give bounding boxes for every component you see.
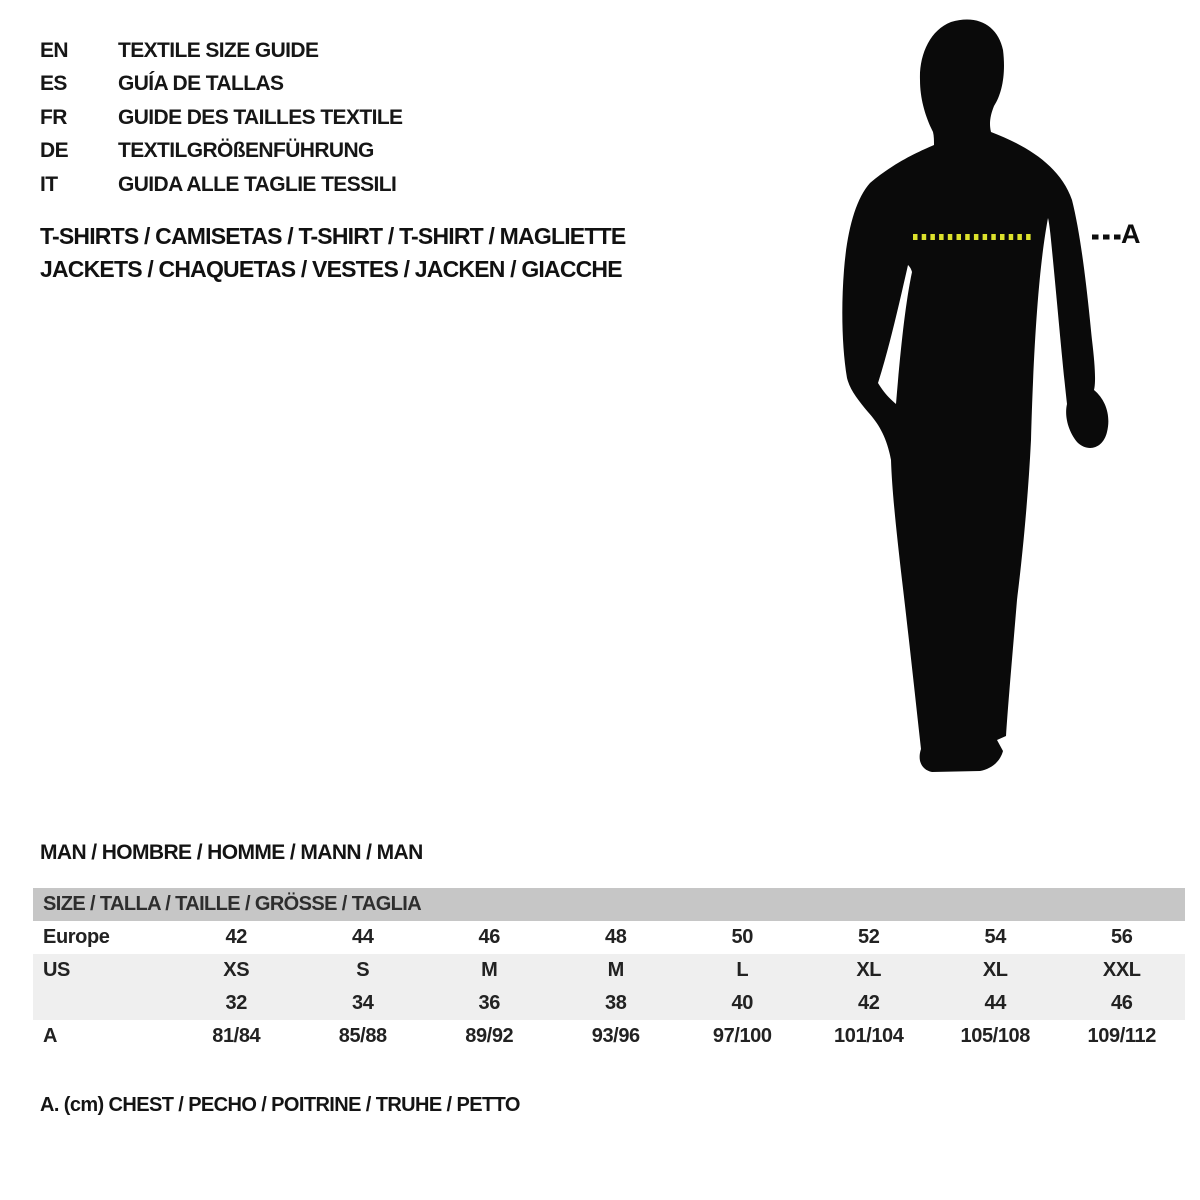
size-table-header-label: SIZE / TALLA / TAILLE / GRÖSSE / TAGLIA	[43, 893, 422, 915]
table-cell: 42	[858, 992, 880, 1014]
table-row-alt-sizes	[33, 987, 1185, 1020]
language-guide-title: TEXTILGRÖßENFÜHRUNG	[118, 139, 374, 163]
table-cell: XXL	[1102, 959, 1141, 981]
table-cell: XL	[982, 959, 1008, 981]
category-line-jackets: JACKETS / CHAQUETAS / VESTES / JACKEN / GIACCHE	[40, 256, 622, 282]
language-guide-title: GUIDE DES TAILLES TEXTILE	[118, 105, 403, 129]
language-guide-title: TEXTILE SIZE GUIDE	[118, 38, 319, 62]
table-cell: 44	[984, 992, 1006, 1014]
table-cell: 89/92	[465, 1025, 514, 1047]
man-silhouette-figure	[820, 0, 1200, 800]
language-code: IT	[40, 172, 58, 196]
table-cell: 97/100	[712, 1025, 772, 1047]
language-code: EN	[40, 38, 68, 62]
table-cell: S	[356, 959, 370, 981]
language-row-de	[40, 135, 402, 169]
table-cell: 105/108	[960, 1025, 1030, 1047]
row-label: US	[43, 959, 70, 981]
language-guide-title: GUIDA ALLE TAGLIE TESSILI	[118, 172, 397, 196]
table-cell: M	[481, 959, 498, 981]
table-cell: 32	[225, 992, 247, 1014]
table-cell: 46	[478, 926, 500, 948]
table-cell: 44	[352, 926, 374, 948]
table-cell: L	[736, 959, 749, 981]
category-line-tshirts: T-SHIRTS / CAMISETAS / T-SHIRT / T-SHIRT / MAGLIETTE	[40, 223, 626, 249]
table-cell: 52	[858, 926, 880, 948]
chest-measure-footnote: A. (cm) CHEST / PECHO / POITRINE / TRUHE / PETTO	[40, 1094, 520, 1116]
table-cell: 93/96	[591, 1025, 640, 1047]
table-cell: 46	[1111, 992, 1133, 1014]
table-cell: 40	[731, 992, 753, 1014]
language-row-en	[40, 34, 402, 68]
table-cell: 38	[605, 992, 627, 1014]
language-code: FR	[40, 105, 67, 129]
language-row-it	[40, 168, 402, 202]
table-cell: XL	[856, 959, 882, 981]
language-guide-title: GUÍA DE TALLAS	[118, 72, 284, 96]
table-cell: XS	[223, 959, 250, 981]
size-table-header-bar	[33, 888, 1185, 921]
language-guide-list	[40, 34, 402, 202]
table-cell: 50	[731, 926, 753, 948]
language-row-es	[40, 68, 402, 102]
section-title-man: MAN / HOMBRE / HOMME / MANN / MAN	[40, 841, 423, 864]
measurement-label-a: A	[1121, 219, 1141, 249]
table-cell: M	[607, 959, 624, 981]
table-cell: 81/84	[212, 1025, 261, 1047]
table-cell: 48	[605, 926, 627, 948]
table-cell: 36	[478, 992, 500, 1014]
language-row-fr	[40, 101, 402, 135]
table-cell: 34	[352, 992, 374, 1014]
table-cell: 101/104	[834, 1025, 904, 1047]
size-table	[33, 888, 1185, 1053]
table-row-europe	[33, 921, 1185, 954]
table-cell: 109/112	[1087, 1025, 1156, 1047]
table-row-us	[33, 954, 1185, 987]
table-cell: 54	[984, 926, 1006, 948]
row-label: A	[43, 1025, 58, 1047]
language-code: DE	[40, 139, 68, 163]
table-cell: 85/88	[338, 1025, 387, 1047]
man-silhouette-shape	[842, 20, 1108, 772]
man-silhouette-svg	[820, 0, 1200, 800]
language-code: ES	[40, 72, 67, 96]
row-label: Europe	[43, 926, 110, 948]
table-cell: 42	[225, 926, 247, 948]
garment-categories	[40, 220, 625, 286]
table-row-chest-cm	[33, 1020, 1185, 1053]
table-cell: 56	[1111, 926, 1133, 948]
